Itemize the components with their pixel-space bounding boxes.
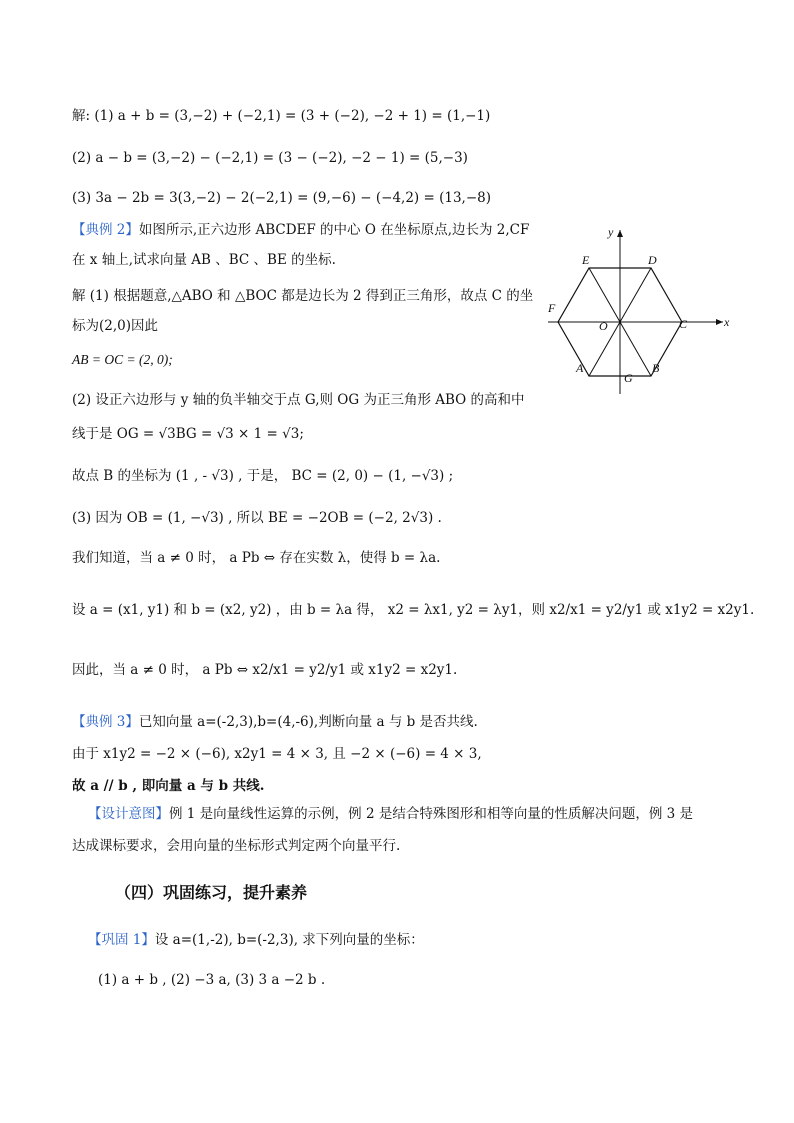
step2-line-c: 故点 B 的坐标为 (1 , - √3) , 于是， BC = (2, 0) − (1, −√3) ;: [72, 468, 454, 484]
label-G: G: [624, 371, 633, 385]
design-intent-line-1: 【设计意图】例 1 是向量线性运算的示例，例 2 是结合特殊图形和相等向量的性质解决问题，例 3 是: [88, 806, 694, 822]
label-F: F: [548, 301, 556, 315]
exercise-1-parts: (1) a + b , (2) −3 a, (3) 3 a −2 b .: [98, 972, 326, 988]
step1-line-b: 标为(2,0)因此: [72, 318, 159, 334]
label-y: y: [608, 225, 614, 239]
example-2-title: 【典例 2】如图所示,正六边形 ABCDEF 的中心 O 在坐标原点,边长为 2,CF: [72, 222, 530, 238]
design-intent-line-2: 达成课标要求，会用向量的坐标形式判定两个向量平行.: [72, 838, 401, 854]
step1-line-c: AB = OC = (2, 0);: [72, 352, 173, 367]
solution-part-1: 解: (1) a + b = (3,−2) + (−2,1) = (3 + (−2), −2 + 1) = (1,−1): [72, 108, 491, 124]
label-E: E: [582, 253, 590, 267]
hexagon-figure: [538, 222, 738, 402]
exercise-1-tag: 【巩固 1】: [88, 932, 155, 948]
example-3-tag: 【典例 3】: [72, 714, 139, 730]
label-C: C: [679, 317, 688, 331]
label-x: x: [724, 315, 730, 329]
example-3-solution-a: 由于 x1y2 = −2 × (−6), x2y1 = 4 × 3, 且 −2 × (−6) = 4 × 3,: [72, 746, 482, 762]
label-B: B: [652, 361, 660, 375]
label-O: O: [599, 319, 608, 333]
conclusion-statement: 因此，当 a ≠ 0 时， a Pb ⇔ x2/x1 = y2/y1 或 x1y2 = x2y1.: [72, 662, 458, 678]
step2-line-a: (2) 设正六边形与 y 轴的负半轴交于点 G,则 OG 为正三角形 ABO 的高和中: [72, 392, 525, 408]
step2-line-b: 线于是 OG = √3BG = √3 × 1 = √3;: [72, 426, 304, 442]
known-statement: 我们知道，当 a ≠ 0 时， a Pb ⇔ 存在实数 λ，使得 b = λa.: [72, 550, 441, 566]
hexagon-diagram: [538, 222, 738, 402]
x-axis-arrow: [716, 319, 723, 325]
example-3-title: 【典例 3】已知向量 a=(-2,3),b=(4,-6),判断向量 a 与 b 是否共线.: [72, 714, 478, 730]
solution-part-2: (2) a − b = (3,−2) − (−2,1) = (3 − (−2), −2 − 1) = (5,−3): [72, 150, 468, 166]
example-2-tag: 【典例 2】: [72, 222, 139, 238]
exercise-1-title: 【巩固 1】设 a=(1,-2), b=(-2,3), 求下列向量的坐标：: [88, 932, 424, 948]
step3-line: (3) 因为 OB = (1, −√3) , 所以 BE = −2OB = (−2, 2√3) .: [72, 510, 442, 526]
label-A: A: [576, 361, 584, 375]
y-axis-arrow: [617, 230, 623, 237]
example-3-solution-b: 故 a // b , 即向量 a 与 b 共线.: [72, 778, 265, 794]
step1-line-a: 解 (1) 根据题意,△ABO 和 △BOC 都是边长为 2 得到正三角形，故点 C 的坐: [72, 288, 534, 304]
section-heading: （四）巩固练习，提升素养: [115, 883, 308, 902]
solution-part-3: (3) 3a − 2b = 3(3,−2) − 2(−2,1) = (9,−6) − (−4,2) = (13,−8): [72, 190, 491, 206]
design-intent-tag: 【设计意图】: [88, 806, 169, 822]
example-2-title-cont: 在 x 轴上,试求向量 AB 、BC 、BE 的坐标.: [72, 252, 336, 268]
setup-statement: 设 a = (x1, y1) 和 b = (x2, y2) ，由 b = λa 得， x2 = λx1, y2 = λy1，则 x2/x1 = y2/y1 或 x1y2 = x2y1.: [72, 602, 755, 618]
label-D: D: [648, 253, 657, 267]
